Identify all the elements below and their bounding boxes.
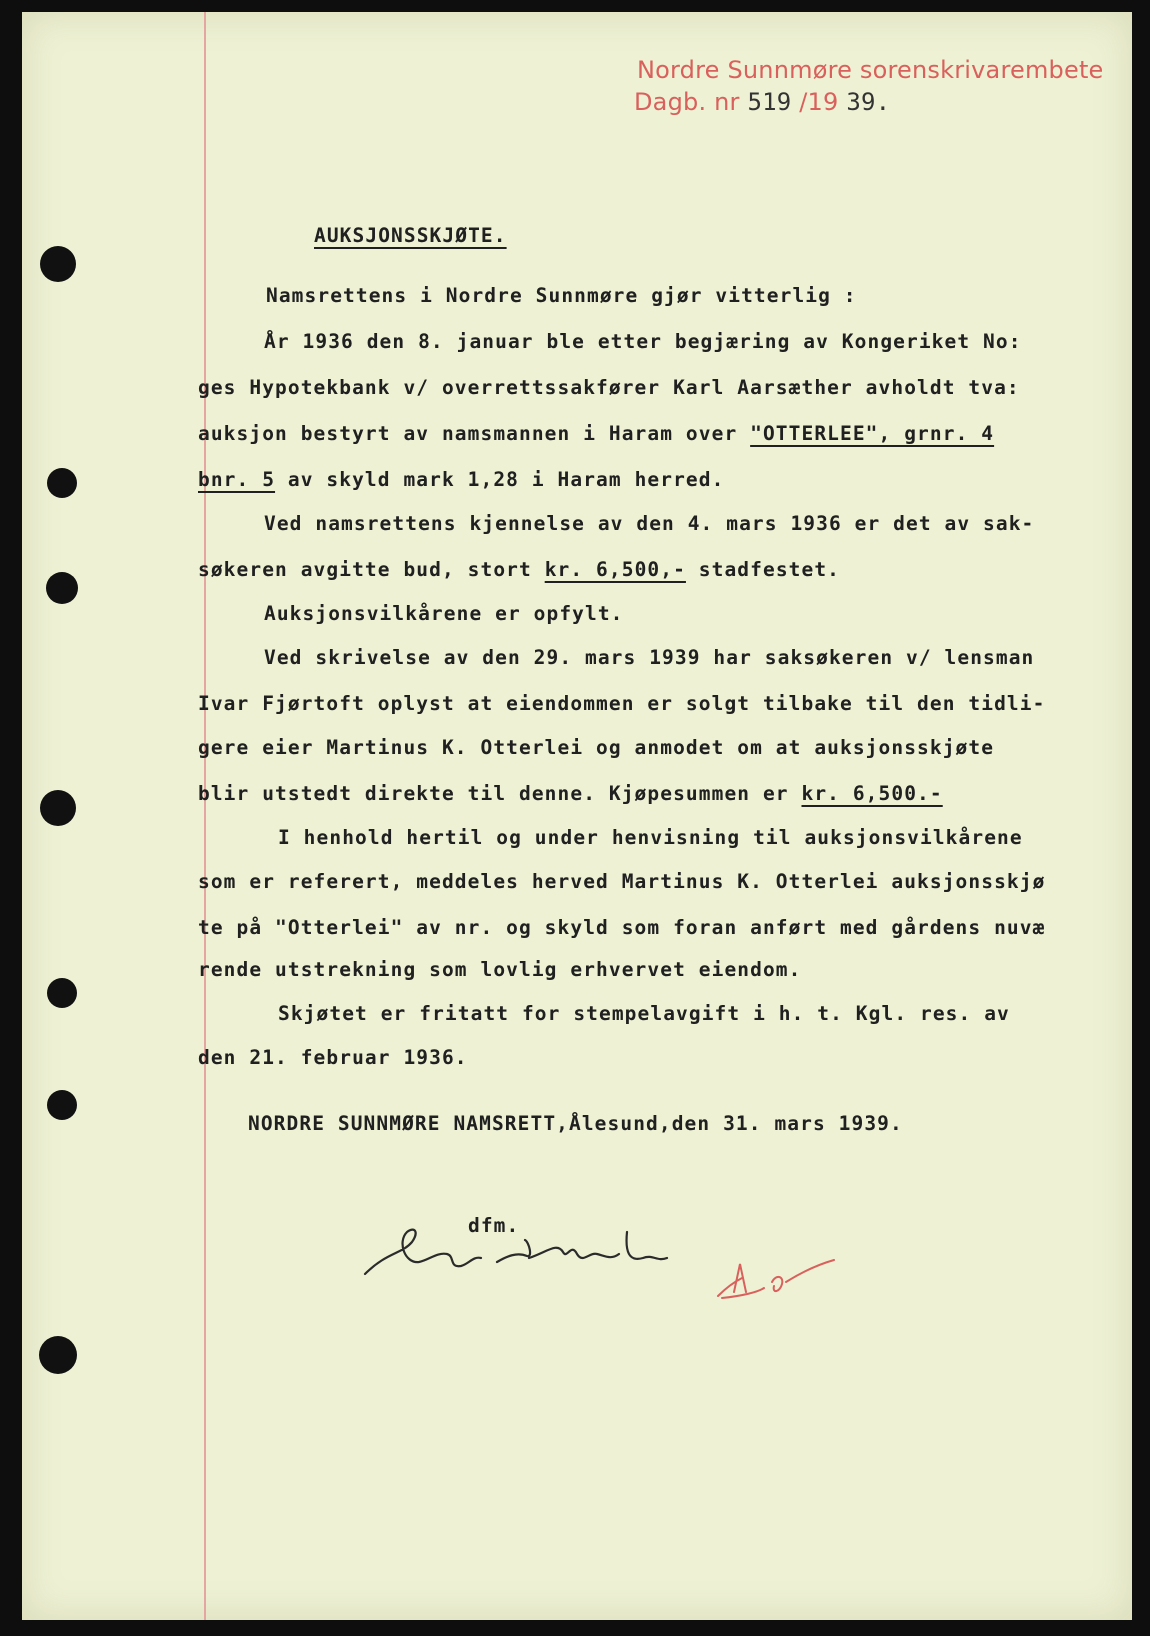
dagbok-number: 519 bbox=[747, 88, 792, 116]
punch-hole bbox=[47, 1090, 77, 1120]
dagbok-year: 39. bbox=[846, 88, 891, 116]
text-segment: blir utstedt direkte til denne. Kjøpesummen er bbox=[198, 782, 789, 805]
signature bbox=[357, 1212, 697, 1292]
text-line: Skjøtet er fritatt for stempelavgift i h. t. Kgl. res. av bbox=[278, 1002, 1010, 1025]
text-segment: stadfestet. bbox=[698, 558, 841, 581]
text-line: År 1936 den 8. januar ble etter begjæring av Kongeriket No: bbox=[264, 330, 1022, 353]
text-line: Ved namsrettens kjennelse av den 4. mars 1936 er det av sak- bbox=[264, 512, 1035, 535]
text-line: Namsrettens i Nordre Sunnmøre gjør vitterlig : bbox=[266, 284, 857, 307]
text-line: den 21. februar 1936. bbox=[198, 1046, 468, 1069]
punch-hole bbox=[47, 978, 77, 1008]
dfm-label: dfm. bbox=[468, 1214, 520, 1237]
document-title: AUKSJONSSKJØTE. bbox=[314, 224, 507, 247]
bid-amount: kr. 6,500,- bbox=[544, 558, 686, 581]
office-stamp: Nordre Sunnmøre sorenskrivarembete bbox=[637, 56, 1104, 84]
text-line: ges Hypotekbank v/ overrettssakfører Karl Aarsæther avholdt tva: bbox=[198, 376, 1020, 399]
text-line: Ved skrivelse av den 29. mars 1939 har saksøkeren v/ lensman bbox=[264, 646, 1035, 669]
closing-line: NORDRE SUNNMØRE NAMSRETT,Ålesund,den 31. mars 1939. bbox=[248, 1112, 903, 1135]
property-name: "OTTERLEE", grnr. 4 bbox=[750, 422, 995, 445]
margin-line bbox=[204, 12, 206, 1620]
text-line: gere eier Martinus K. Otterlei og anmodet om at auksjonsskjøte bbox=[198, 736, 995, 759]
text-segment: auksjon bestyrt av namsmannen i Haram over bbox=[198, 422, 738, 445]
text-line bbox=[198, 558, 840, 581]
punch-hole bbox=[40, 246, 76, 282]
text-line bbox=[198, 468, 724, 491]
punch-hole bbox=[39, 1336, 77, 1374]
text-segment: søkeren avgitte bud, stort bbox=[198, 558, 532, 581]
initials-mark bbox=[712, 1252, 842, 1322]
bnr-number: bnr. 5 bbox=[198, 468, 276, 491]
dagbok-stamp bbox=[634, 88, 890, 116]
punch-hole bbox=[47, 468, 77, 498]
document-page bbox=[22, 12, 1132, 1620]
text-line: som er referert, meddeles herved Martinus K. Otterlei auksjonsskjø bbox=[198, 870, 1046, 893]
dagbok-prefix: Dagb. nr bbox=[634, 88, 740, 116]
text-line: I henhold hertil og under henvisning til auksjonsvilkårene bbox=[278, 826, 1023, 849]
text-line bbox=[198, 422, 994, 445]
text-line: te på "Otterlei" av nr. og skyld som foran anført med gårdens nuvæ bbox=[198, 916, 1046, 939]
purchase-amount: kr. 6,500.- bbox=[801, 782, 943, 805]
text-line: rende utstrekning som lovlig erhvervet eiendom. bbox=[198, 958, 802, 981]
punch-hole bbox=[40, 790, 76, 826]
text-segment: av skyld mark 1,28 i Haram herred. bbox=[287, 468, 725, 491]
text-line: Auksjonsvilkårene er opfylt. bbox=[264, 602, 624, 625]
text-line: Ivar Fjørtoft oplyst at eiendommen er solgt tilbake til den tidli- bbox=[198, 692, 1046, 715]
dagbok-sep: /19 bbox=[799, 88, 839, 116]
text-line bbox=[198, 782, 943, 805]
punch-hole bbox=[46, 572, 78, 604]
